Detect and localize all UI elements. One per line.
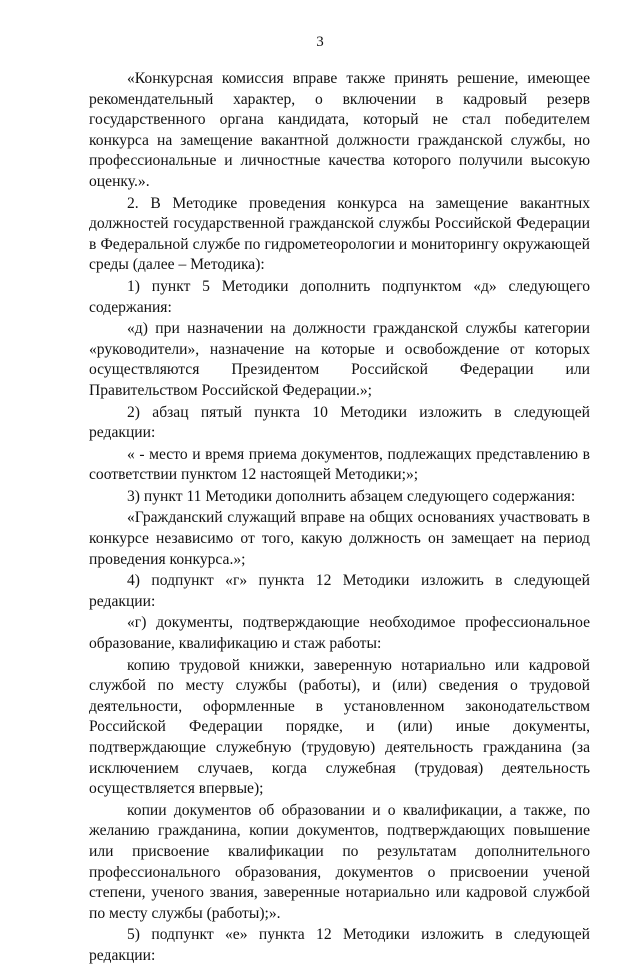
paragraph-subitem-g: «г) документы, подтверждающие необходимое профессиональное образование, квалификацию и стаж работы: bbox=[89, 614, 590, 653]
paragraph-education-docs: копии документов об образовании и о квалификации, а также, по желанию гражданина, копии документов, подтверждающих повышение или присвоение квалификации по результатам дополнительного профессионального образования, документов о присвоении ученой степени, ученого звания, заверенные нотариально или кадровой службой по месту службы (работы);». bbox=[89, 801, 590, 922]
paragraph-item-5: 5) подпункт «е» пункта 12 Методики изложить в следующей редакции: bbox=[89, 926, 590, 964]
paragraph-reserve-decision: «Конкурсная комиссия вправе также принять решение, имеющее рекомендательный характер, о включении в кадровый резерв государственного органа кандидата, который не стал победителем конкурса на замещение вакантной должности гражданской службы, но профессиональные и личностные качества которого получили высокую оценку.». bbox=[89, 70, 590, 190]
paragraph-methodology-changes: 2. В Методике проведения конкурса на замещение вакантных должностей государственной гражданской службы Российской Федерации в Федеральной службе по гидрометеорологии и мониторингу окружающей среды (далее – Методика): bbox=[89, 194, 590, 274]
document-body bbox=[89, 69, 590, 967]
paragraph-place-time: « - место и время приема документов, подлежащих представлению в соответствии пунктом 12 настоящей Методики;»; bbox=[89, 445, 590, 484]
paragraph-civil-servant: «Гражданский служащий вправе на общих основаниях участвовать в конкурсе независимо от того, какую должность он замещает на период проведения конкурса.»; bbox=[89, 509, 590, 568]
page-number: 3 bbox=[316, 34, 324, 50]
paragraph-item-2: 2) абзац пятый пункта 10 Методики изложить в следующей редакции: bbox=[89, 403, 590, 442]
paragraph-item-1: 1) пункт 5 Методики дополнить подпунктом «д» следующего содержания: bbox=[89, 277, 590, 316]
paragraph-work-book: копию трудовой книжки, заверенную нотариально или кадровой службой по месту службы (работы), и (или) сведения о трудовой деятельности, оформленные в установленном законодательством Российской Федерации порядке, и (или) иные документы, подтверждающие служебную (трудовую) деятельность гражданина (за исключением случаев, когда служебная (трудовая) деятельность осуществляется впервые); bbox=[89, 656, 590, 798]
paragraph-subitem-d: «д) при назначении на должности гражданской службы категории «руководители», назначение на которые и освобождение от которых осуществляются Президентом Российской Федерации или Правительством Российской Федерации.»; bbox=[89, 320, 590, 399]
paragraph-item-3: 3) пункт 11 Методики дополнить абзацем следующего содержания: bbox=[127, 487, 576, 505]
paragraph-item-4: 4) подпункт «г» пункта 12 Методики изложить в следующей редакции: bbox=[89, 572, 590, 610]
